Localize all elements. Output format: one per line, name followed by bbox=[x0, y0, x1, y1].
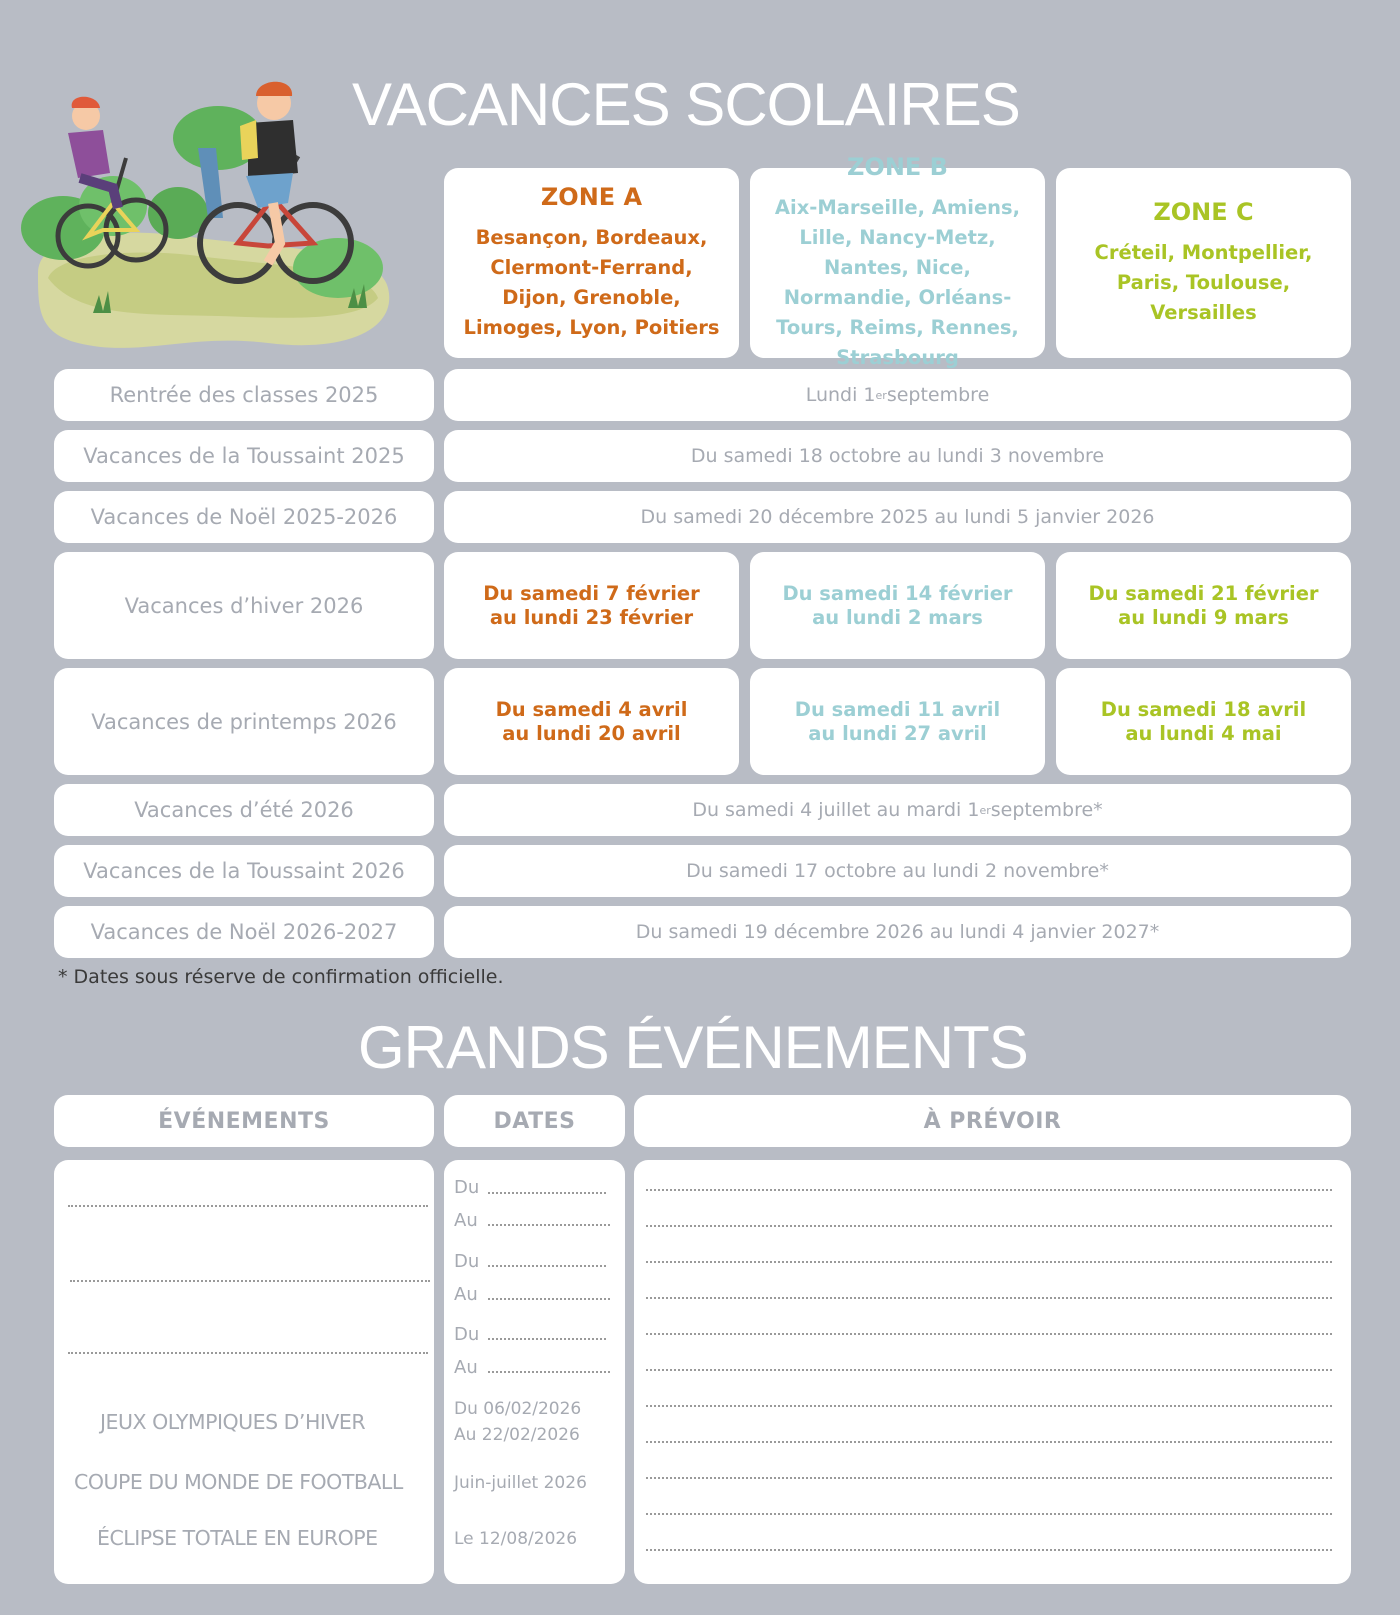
event-name-eclipse: ÉCLIPSE TOTALE EN EUROPE bbox=[97, 1526, 378, 1550]
prevoir-input-line[interactable] bbox=[646, 1477, 1332, 1479]
zone-c-cities: Créteil, Montpellier, Paris, Toulouse, Versailles bbox=[1094, 241, 1313, 324]
hiver-zone-b-line2: au lundi 2 mars bbox=[812, 605, 983, 629]
hiver-zone-a-line1: Du samedi 7 février bbox=[483, 581, 700, 605]
event-input-line[interactable] bbox=[68, 1352, 428, 1354]
header-prevoir: À PRÉVOIR bbox=[634, 1095, 1351, 1147]
prevoir-input-line[interactable] bbox=[646, 1297, 1332, 1299]
hiver-zone-c-line1: Du samedi 21 février bbox=[1088, 581, 1319, 605]
event-date-jo-start: Du 06/02/2026 bbox=[454, 1399, 582, 1419]
printemps-zone-c-line2: au lundi 4 mai bbox=[1125, 721, 1282, 745]
prevoir-input-line[interactable] bbox=[646, 1513, 1332, 1515]
value-noel-2026: Du samedi 19 décembre 2026 au lundi 4 janvier 2027* bbox=[444, 906, 1351, 958]
label-rentree: Rentrée des classes 2025 bbox=[54, 369, 434, 421]
value-toussaint-2026: Du samedi 17 octobre au lundi 2 novembre* bbox=[444, 845, 1351, 897]
event-date-eclipse: Le 12/08/2026 bbox=[454, 1529, 578, 1549]
au-label: Au bbox=[454, 1357, 478, 1378]
zone-c-card bbox=[1056, 168, 1351, 358]
label-noel-2026: Vacances de Noël 2026-2027 bbox=[54, 906, 434, 958]
footnote: * Dates sous réserve de confirmation officielle. bbox=[58, 966, 504, 988]
label-toussaint-2025: Vacances de la Toussaint 2025 bbox=[54, 430, 434, 482]
zone-b-card bbox=[750, 153, 1045, 369]
zone-c-name: ZONE C bbox=[1153, 198, 1254, 226]
prevoir-input-line[interactable] bbox=[646, 1189, 1332, 1191]
printemps-zone-c-line1: Du samedi 18 avril bbox=[1100, 697, 1307, 721]
event-date-football: Juin-juillet 2026 bbox=[454, 1473, 587, 1493]
date-input-line[interactable] bbox=[488, 1192, 606, 1194]
header-events: ÉVÉNEMENTS bbox=[54, 1095, 434, 1147]
date-input-line[interactable] bbox=[488, 1298, 610, 1300]
value-ete-text-end: septembre* bbox=[990, 799, 1103, 821]
printemps-zone-c bbox=[1056, 668, 1351, 775]
printemps-zone-b bbox=[750, 668, 1045, 775]
value-ete-text: Du samedi 4 juillet au mardi 1 bbox=[692, 799, 980, 821]
printemps-zone-a bbox=[444, 668, 739, 775]
header-dates: DATES bbox=[444, 1095, 625, 1147]
event-name-jo: JEUX OLYMPIQUES D’HIVER bbox=[100, 1410, 366, 1434]
du-label: Du bbox=[454, 1324, 480, 1345]
value-toussaint-2025: Du samedi 18 octobre au lundi 3 novembre bbox=[444, 430, 1351, 482]
event-input-line[interactable] bbox=[68, 1205, 428, 1207]
value-rentree-text: Lundi 1 bbox=[805, 384, 876, 406]
label-ete-2026: Vacances d’été 2026 bbox=[54, 784, 434, 836]
printemps-zone-b-line1: Du samedi 11 avril bbox=[794, 697, 1001, 721]
prevoir-input-line[interactable] bbox=[646, 1333, 1332, 1335]
event-date-jo-end: Au 22/02/2026 bbox=[454, 1425, 580, 1445]
date-input-line[interactable] bbox=[488, 1338, 606, 1340]
printemps-zone-b-line2: au lundi 27 avril bbox=[808, 721, 987, 745]
events-column bbox=[54, 1160, 434, 1584]
zone-a-cities: Besançon, Bordeaux, Clermont-Ferrand, Dijon, Grenoble, Limoges, Lyon, Poitiers bbox=[463, 226, 720, 339]
prevoir-column bbox=[634, 1160, 1351, 1584]
du-label: Du bbox=[454, 1177, 480, 1198]
date-input-line[interactable] bbox=[488, 1265, 606, 1267]
prevoir-input-line[interactable] bbox=[646, 1369, 1332, 1371]
date-input-line[interactable] bbox=[488, 1224, 610, 1226]
prevoir-input-line[interactable] bbox=[646, 1405, 1332, 1407]
du-label: Du bbox=[454, 1251, 480, 1272]
hiver-zone-c bbox=[1056, 552, 1351, 659]
date-input-line[interactable] bbox=[488, 1371, 610, 1373]
cyclists-illustration bbox=[18, 78, 408, 358]
page-title: VACANCES SCOLAIRES bbox=[352, 71, 1020, 138]
label-toussaint-2026: Vacances de la Toussaint 2026 bbox=[54, 845, 434, 897]
value-ete-sup: er bbox=[979, 803, 991, 817]
label-printemps-2026: Vacances de printemps 2026 bbox=[54, 668, 434, 775]
hiver-zone-b bbox=[750, 552, 1045, 659]
zone-b-cities: Aix-Marseille, Amiens, Lille, Nancy-Metz, Nantes, Nice, Normandie, Orléans-Tours, Reims, Rennes, Strasbourg bbox=[774, 196, 1021, 369]
value-ete-2026 bbox=[444, 784, 1351, 836]
label-hiver-2026: Vacances d’hiver 2026 bbox=[54, 552, 434, 659]
hiver-zone-a-line2: au lundi 23 février bbox=[489, 605, 694, 629]
event-name-football: COUPE DU MONDE DE FOOTBALL bbox=[74, 1470, 403, 1494]
hiver-zone-b-line1: Du samedi 14 février bbox=[782, 581, 1013, 605]
zone-b-name: ZONE B bbox=[847, 153, 948, 181]
value-noel-2025: Du samedi 20 décembre 2025 au lundi 5 janvier 2026 bbox=[444, 491, 1351, 543]
printemps-zone-a-line2: au lundi 20 avril bbox=[502, 721, 681, 745]
prevoir-input-line[interactable] bbox=[646, 1441, 1332, 1443]
label-noel-2025: Vacances de Noël 2025-2026 bbox=[54, 491, 434, 543]
event-input-line[interactable] bbox=[70, 1280, 430, 1282]
prevoir-input-line[interactable] bbox=[646, 1225, 1332, 1227]
hiver-zone-c-line2: au lundi 9 mars bbox=[1118, 605, 1289, 629]
value-rentree bbox=[444, 369, 1351, 421]
zone-a-name: ZONE A bbox=[540, 183, 643, 211]
value-rentree-sup: er bbox=[875, 388, 887, 402]
value-rentree-text-end: septembre bbox=[886, 384, 990, 406]
prevoir-input-line[interactable] bbox=[646, 1261, 1332, 1263]
au-label: Au bbox=[454, 1284, 478, 1305]
hiver-zone-a bbox=[444, 552, 739, 659]
au-label: Au bbox=[454, 1210, 478, 1231]
zone-a-card bbox=[444, 168, 739, 358]
prevoir-input-line[interactable] bbox=[646, 1549, 1332, 1551]
printemps-zone-a-line1: Du samedi 4 avril bbox=[495, 697, 688, 721]
section-title-events: GRANDS ÉVÉNEMENTS bbox=[358, 1014, 1028, 1081]
